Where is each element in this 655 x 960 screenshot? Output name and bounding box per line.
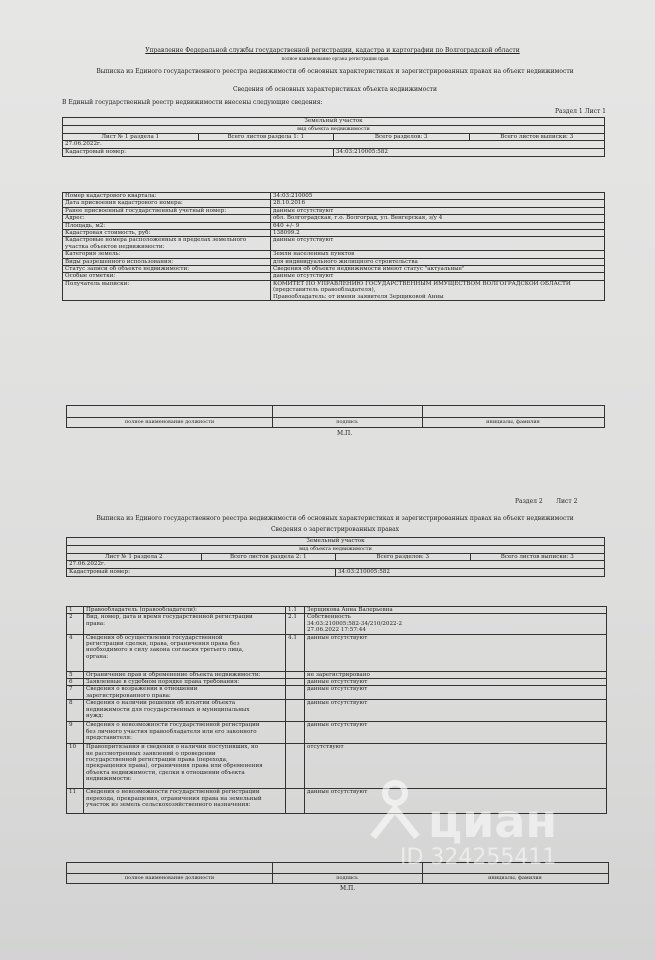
rights-row: 5 Ограничение прав и обременение объекта недвижимости: не зарегистрировано	[67, 671, 607, 678]
rights-row: 10 Правопритязания и сведения о наличии поступивших, но не рассмотренных заявлений о проведении государственной регистрации права (перехода, прекращения права), ограничения права или обременения объекта недвижимости, сделки в отношении объекта недвижимости: отсутствуют	[67, 744, 607, 789]
stamp-place: М.П.	[337, 430, 353, 437]
sig2-name-label: инициалы, фамилия	[488, 875, 542, 881]
object2-type: Земельный участок	[67, 538, 605, 546]
watermark-brand: циан	[428, 794, 558, 848]
char-row: Кадастровая стоимость, руб: 138099.2	[63, 230, 605, 237]
char-row: Номер кадастрового квартала: 34:03:210005	[63, 193, 605, 200]
rights-row: 4 Сведения об осуществлении государственной регистрации сделки, права, ограничения права без необходимого в силу закона согласия третьего лица, органа: 4.1 данные отсутствуют	[67, 634, 607, 671]
sig-position-label: полное наименование должности	[124, 419, 215, 425]
extract-subtitle: Сведения об основных характеристиках объекта недвижимости	[233, 86, 437, 93]
char-row: Дата присвоения кадастрового номера: 28.10.2016	[63, 200, 605, 207]
rights-row: 2 Вид, номер, дата и время государственной регистрации права: 2.1 Собственность 34:03:210005:582-34/210/2022-2 27.06.2022 17:57:44	[67, 614, 607, 634]
sections2-total: Всего разделов: 3	[336, 554, 471, 561]
intro-text: В Единый государственный реестр недвижимости внесены следующие сведения:	[62, 99, 323, 106]
rights-row: 1 Правообладатель (правообладатели): 1.1 Зерщикова Анна Валерьевна	[67, 607, 607, 614]
object-caption: вид объекта недвижимости	[63, 126, 605, 134]
characteristics-table	[62, 192, 605, 301]
cadastral2-number: 34:03:210005:582	[336, 569, 605, 576]
agency-caption: полное наименование органа регистрации прав	[281, 56, 389, 61]
sig-name-label: инициалы, фамилия	[486, 419, 540, 425]
sheets2-in-section: Всего листов раздела 2: 1	[201, 554, 336, 561]
sheets-total: Всего листов выписки: 3	[469, 134, 605, 141]
sheets2-total: Всего листов выписки: 3	[470, 554, 605, 561]
rights-table	[66, 606, 607, 814]
section2-ref: Раздел 2	[515, 498, 543, 505]
stamp2-place: М.П.	[340, 885, 356, 892]
sheet-number: Лист № 1 раздела 1	[63, 134, 199, 141]
char-row: Кадастровые номера расположенных в пределах земельного участка объектов недвижимости: данные отсутствуют	[63, 237, 605, 251]
watermark-id: ID 324255411	[400, 845, 557, 870]
agency-name: Управление Федеральной службы государственной регистрации, кадастра и картографии по Волгоградской области	[145, 47, 520, 54]
cian-logo-icon	[365, 775, 425, 845]
char-row: Площадь, м2: 640 +/- 9	[63, 222, 605, 229]
object2-caption: вид объекта недвижимости	[67, 546, 605, 554]
char-row: Категория земель: Земли населенных пунктов	[63, 251, 605, 258]
sheet2-number: Лист № 1 раздела 2	[67, 554, 202, 561]
rights-row: 11 Сведения о невозможности государственной регистрации перехода, прекращения, ограничения права на земельный участок из земель сельскохозяйственного назначения: данные отсутствуют	[67, 789, 607, 814]
recipient-line: Правообладатель: от имени заявителя Зерщиковой Анны	[273, 293, 444, 300]
recipient-row	[63, 280, 605, 300]
cadastral-label: Кадастровый номер:	[63, 149, 334, 156]
rights-row: 9 Сведения о невозможности государственной регистрации без личного участия правообладателя или его законного представителя: данные отсутствуют	[67, 722, 607, 744]
recipient-label: Получатель выписки:	[63, 280, 271, 300]
cadastral-number: 34:03:210005:582	[334, 149, 605, 156]
object-type: Земельный участок	[63, 118, 605, 126]
char-row: Адрес: обл. Волгоградская, г.о. Волгоград, ул. Венгерская, з/у 4	[63, 215, 605, 222]
sig-sign-label: подпись	[336, 419, 358, 425]
issue-date: 27.06.2022г.	[63, 141, 605, 149]
recipient-line: КОМИТЕТ ПО УПРАВЛЕНИЮ ГОСУДАРСТВЕННЫМ ИМУЩЕСТВОМ ВОЛГОГРАДСКОЙ ОБЛАСТИ	[273, 280, 571, 287]
sheets-in-section: Всего листов раздела 1: 1	[198, 134, 334, 141]
extract2-title: Выписка из Единого государственного реестра недвижимости об основных характеристиках и зарегистрированных правах на объект недвижимости	[96, 515, 574, 522]
extract-title: Выписка из Единого государственного реестра недвижимости об основных характеристиках и зарегистрированных правах на объект недвижимости	[96, 68, 574, 75]
rights-row: 8 Сведения о наличии решения об изъятии объекта недвижимости для государственных и муниципальных нужд: данные отсутствуют	[67, 700, 607, 722]
char-row: Особые отметки: данные отсутствуют	[63, 273, 605, 280]
issue2-date: 27.06.2022г.	[67, 561, 605, 569]
cadastral2-label: Кадастровый номер:	[67, 569, 336, 576]
sig2-sign-label: подпись	[336, 875, 358, 881]
object2-header-table	[66, 537, 605, 577]
rights-row: 6 Заявленные в судебном порядке права требования: данные отсутствуют	[67, 679, 607, 686]
signature-block	[66, 405, 605, 428]
section-ref: Раздел 1 Лист 1	[555, 108, 606, 115]
object-header-table	[62, 117, 605, 157]
char-row: Виды разрешенного использования: для индивидуального жилищного строительства	[63, 258, 605, 265]
char-row: Статус записи об объекте недвижимости: Сведения об объекте недвижимости имеют статус "актуальные"	[63, 266, 605, 273]
char-row: Ранее присвоенный государственный учетный номер: данные отсутствуют	[63, 207, 605, 214]
section2-sheet: Лист 2	[556, 498, 578, 505]
rights-row: 7 Сведения о возражении в отношении зарегистрированного права: данные отсутствуют	[67, 686, 607, 700]
sig2-position-label: полное наименование должности	[124, 875, 215, 881]
extract2-subtitle: Сведения о зарегистрированных правах	[270, 526, 400, 533]
sections-total: Всего разделов: 3	[334, 134, 470, 141]
recipient-line: (представитель правообладателя),	[273, 287, 376, 294]
